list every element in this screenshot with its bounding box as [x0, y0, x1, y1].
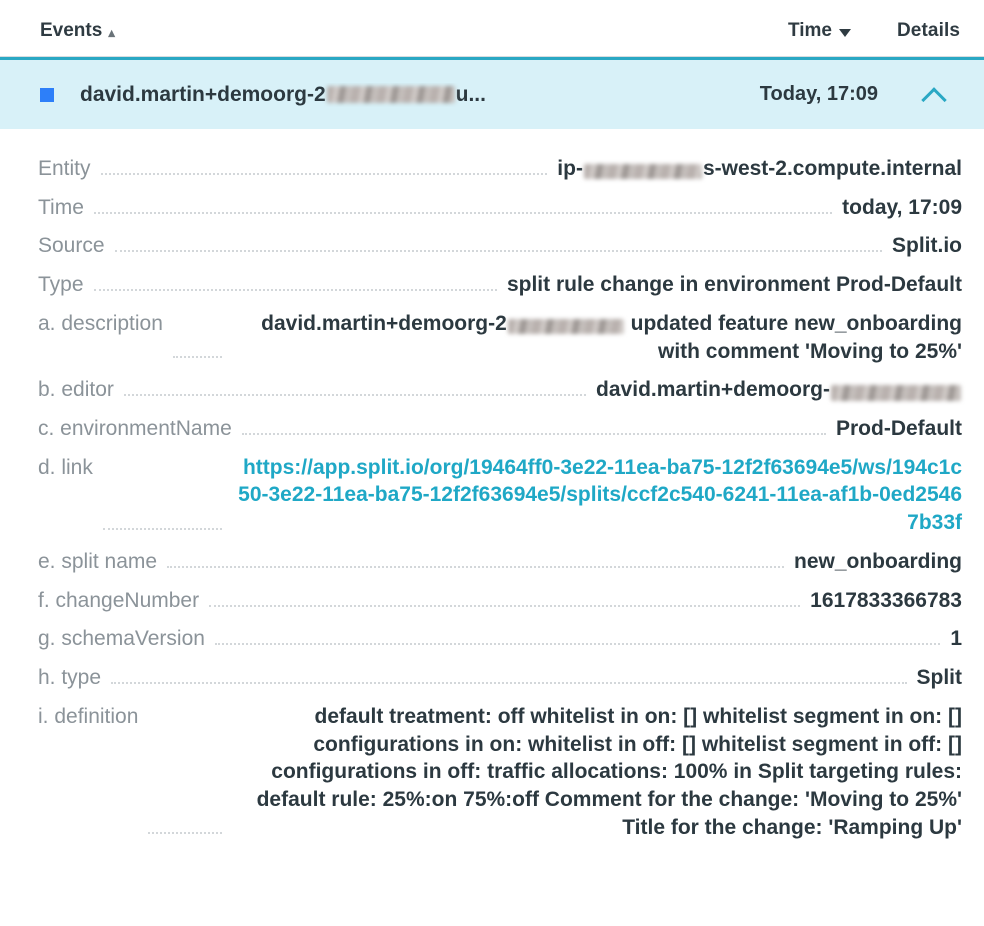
- detail-value-suffix: updated feature new_onboarding with comment 'Moving to 25%': [624, 311, 962, 363]
- detail-value-link[interactable]: https://app.split.io/org/19464ff0-3e22-11ea-ba75-12f2f63694e5/ws/194c1c50-3e22-11ea-ba75-12f2f63694e5/splits/ccf2c540-6241-11ea-af1b-0ed25467b33f: [238, 455, 962, 535]
- detail-label: b. editor: [38, 378, 114, 402]
- detail-value-prefix: david.martin+demoorg-: [596, 378, 830, 402]
- detail-label: c. environmentName: [38, 417, 232, 441]
- detail-leader-dots: [94, 211, 832, 214]
- detail-row: [38, 587, 962, 615]
- detail-label: e. split name: [38, 549, 158, 573]
- redacted-text-block: [508, 319, 624, 334]
- detail-label: Time: [38, 195, 84, 219]
- detail-leader-dots: [103, 527, 222, 530]
- detail-leader-dots: [124, 393, 586, 396]
- detail-label: Entity: [38, 157, 91, 180]
- detail-leader-dots: [111, 681, 906, 684]
- detail-row: [38, 194, 962, 222]
- detail-label: d. link: [38, 455, 93, 479]
- detail-row: [38, 703, 962, 842]
- detail-row: [38, 664, 962, 692]
- detail-value: [596, 376, 962, 404]
- event-row[interactable]: [0, 57, 984, 129]
- detail-value-prefix: ip-: [557, 157, 583, 180]
- detail-value: split rule change in environment Prod-Default: [506, 273, 962, 297]
- detail-label: h. type: [38, 666, 102, 690]
- detail-leader-dots: [173, 355, 222, 358]
- column-header-details: [897, 20, 960, 42]
- detail-row: [38, 232, 962, 260]
- detail-label: f. changeNumber: [38, 588, 200, 612]
- detail-leader-dots: [215, 642, 940, 645]
- redacted-text-block: [327, 86, 455, 103]
- event-title: [80, 83, 486, 107]
- detail-value: Prod-Default: [836, 417, 962, 441]
- redacted-text-block: [831, 385, 961, 401]
- detail-value: [557, 155, 962, 183]
- detail-row: [38, 310, 962, 365]
- detail-leader-dots: [148, 831, 222, 834]
- detail-leader-dots: [242, 432, 826, 435]
- event-title-suffix: u...: [455, 82, 486, 106]
- detail-value-prefix: david.martin+demoorg-2: [261, 311, 507, 335]
- detail-value: default treatment: off whitelist in on: [] whitelist segment in on: [] configurations in on: whitelist in off: [] whitelist segment in off: [] configurations in off: traffic allocations: 100% in Split targeting rules: default rule: 25%:on 75%:off Comment for the change: 'Moving to 25%' Title for the change: 'Ramping Up': [256, 704, 962, 839]
- detail-value: today, 17:09: [842, 195, 962, 219]
- detail-value: Split: [916, 666, 962, 690]
- detail-value: 1: [950, 627, 962, 651]
- detail-value: new_onboarding: [794, 549, 962, 573]
- detail-leader-dots: [101, 172, 548, 175]
- detail-leader-dots: [94, 288, 497, 291]
- detail-label: Source: [38, 234, 105, 258]
- detail-row: [38, 548, 962, 576]
- detail-label: i. definition: [38, 704, 139, 728]
- time-column-label: Time: [787, 20, 832, 41]
- detail-value-suffix: s-west-2.compute.internal: [702, 157, 962, 180]
- detail-row: [38, 454, 962, 537]
- detail-label: Type: [38, 273, 84, 297]
- event-time: Today, 17:09: [759, 83, 878, 105]
- detail-value: [232, 310, 962, 365]
- event-details-table: [0, 129, 984, 841]
- chevron-up-icon[interactable]: [924, 84, 946, 106]
- detail-row: [38, 271, 962, 299]
- detail-row: [38, 415, 962, 443]
- detail-value: Split.io: [892, 234, 962, 258]
- detail-row: [38, 155, 962, 183]
- column-header-events[interactable]: [40, 20, 115, 42]
- sort-updown-icon[interactable]: ▴: [108, 24, 115, 40]
- redacted-text-block: [584, 164, 702, 179]
- detail-label: a. description: [38, 311, 163, 335]
- events-column-label: Events: [40, 20, 103, 41]
- detail-row: [38, 625, 962, 653]
- event-color-swatch: [40, 88, 54, 102]
- details-column-label: Details: [896, 20, 960, 41]
- caret-down-icon[interactable]: [839, 29, 851, 37]
- detail-leader-dots: [209, 604, 800, 607]
- column-header-time[interactable]: [788, 20, 851, 42]
- detail-label: g. schemaVersion: [38, 627, 205, 651]
- detail-leader-dots: [167, 565, 784, 568]
- detail-row: [38, 376, 962, 404]
- events-list-header: [0, 0, 984, 57]
- event-title-prefix: david.martin+demoorg-2: [80, 82, 326, 106]
- detail-value: 1617833366783: [810, 588, 962, 612]
- detail-leader-dots: [115, 249, 882, 252]
